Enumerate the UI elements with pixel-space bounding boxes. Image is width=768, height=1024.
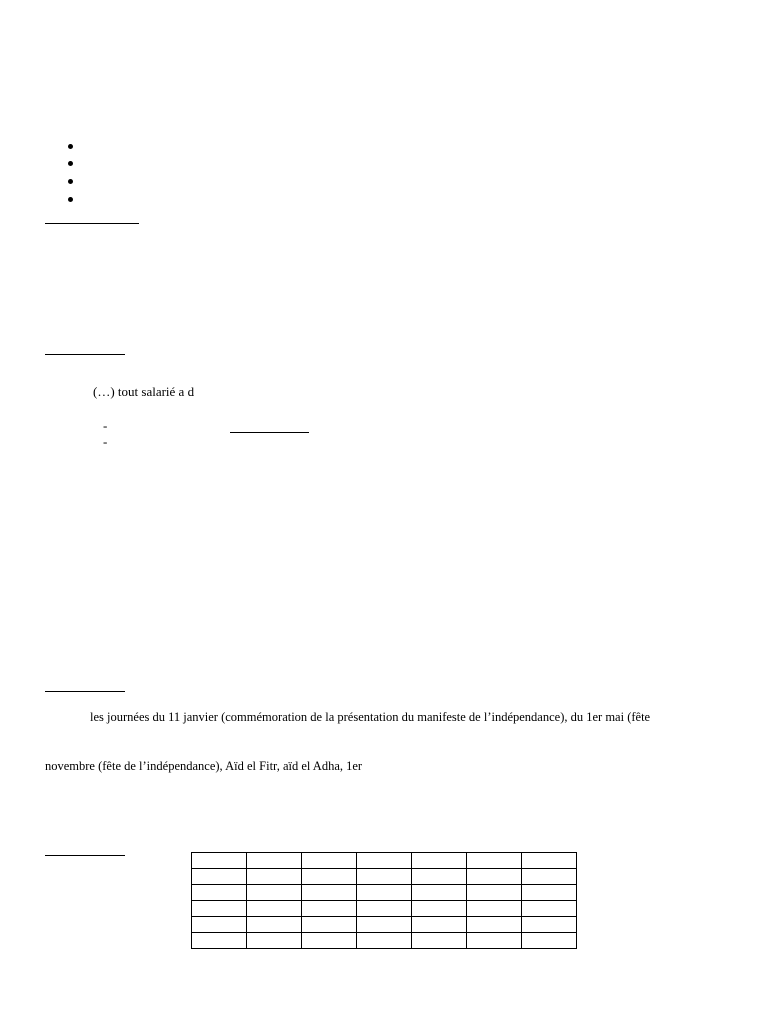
table-row [192,869,577,885]
table-cell [247,917,302,933]
table-cell [522,917,577,933]
table-cell [522,933,577,949]
paragraph-line-1: les journées du 11 janvier (commémoration de la présentation du manifeste de l’indépendance), du 1er mai (fête [90,710,651,724]
table-cell [302,869,357,885]
table-cell [357,885,412,901]
table-cell [412,869,467,885]
table-cell [247,885,302,901]
table-cell [302,933,357,949]
table-cell [467,885,522,901]
table-row [192,917,577,933]
table-cell [192,917,247,933]
table-cell [522,853,577,869]
inline-underline [230,432,309,433]
table-cell [357,853,412,869]
table-cell [467,901,522,917]
table-cell [247,901,302,917]
heading-underline-3 [45,691,125,692]
table-row [192,885,577,901]
bullet-dot [68,197,73,202]
table-cell [192,853,247,869]
table-cell [357,933,412,949]
bullet-dot [68,179,73,184]
table-cell [192,869,247,885]
table-cell [357,869,412,885]
table-cell [357,901,412,917]
dash-item: - [103,434,108,449]
table-cell [302,917,357,933]
table-row [192,901,577,917]
table-cell [467,933,522,949]
table-cell [247,853,302,869]
table-cell [412,933,467,949]
table-cell [192,901,247,917]
table-cell [467,917,522,933]
heading-underline-4 [45,855,125,856]
table-cell [522,901,577,917]
table-cell [467,853,522,869]
table-cell [247,869,302,885]
table-cell [412,901,467,917]
table-cell [412,853,467,869]
table-cell [357,917,412,933]
table-cell [192,885,247,901]
table-cell [522,869,577,885]
quote-text: (…) tout salarié a d [93,384,195,399]
table-cell [302,853,357,869]
table-cell [192,933,247,949]
table-cell [247,933,302,949]
table-cell [412,885,467,901]
heading-underline-1 [45,223,139,224]
dash-item: - [103,418,108,433]
table-cell [467,869,522,885]
table-cell [522,885,577,901]
bullet-dot [68,161,73,166]
table-cell [302,885,357,901]
table-cell [412,917,467,933]
table-cell [302,901,357,917]
bullet-dot [68,144,73,149]
table-row [192,933,577,949]
empty-table [191,852,577,949]
heading-underline-2 [45,354,125,355]
paragraph-line-2: novembre (fête de l’indépendance), Aïd el Fitr, aïd el Adha, 1er [45,759,363,773]
table-row [192,853,577,869]
